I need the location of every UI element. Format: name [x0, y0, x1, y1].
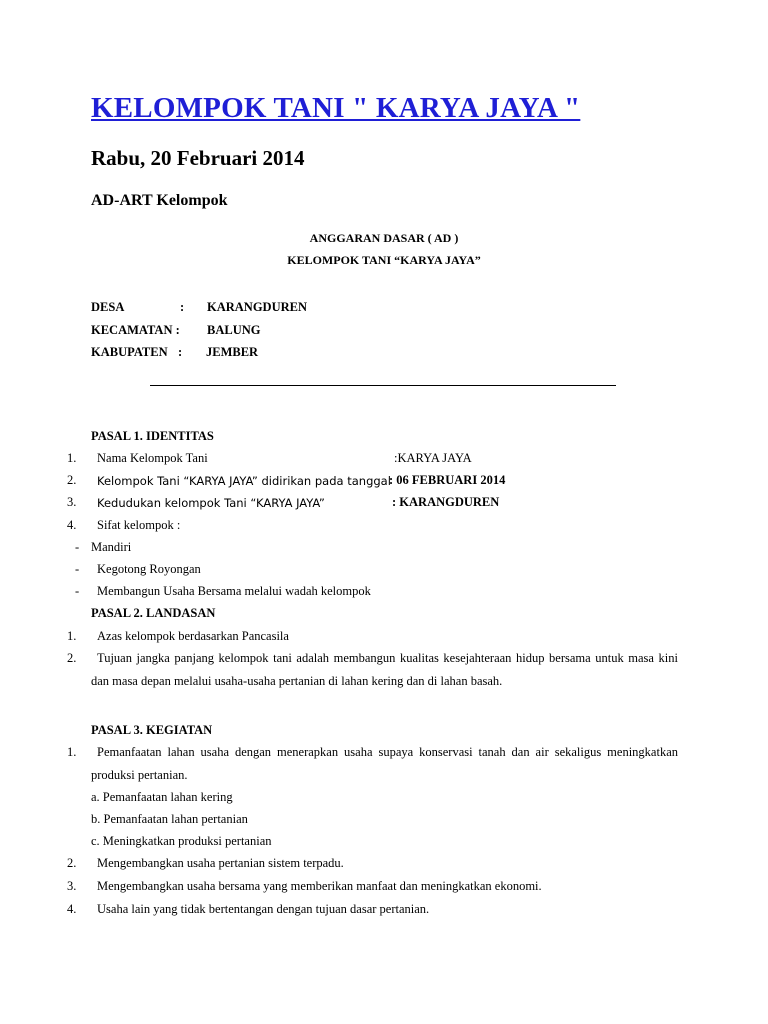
sifat-item-usaha-bersama: Membangun Usaha Bersama melalui wadah kelompok [97, 584, 371, 598]
sifat-bullet-2: - [75, 562, 80, 576]
document-title[interactable]: KELOMPOK TANI " KARYA JAYA " [91, 92, 581, 124]
pasal1-item2-text: Kelompok Tani “KARYA JAYA” didirikan pada tanggal [97, 474, 391, 488]
pasal3-item3-num: 3. [67, 879, 77, 893]
pasal3-item2-text: Mengembangkan usaha pertanian sistem terpadu. [97, 856, 344, 870]
info-value-kabupaten: JEMBER [206, 345, 259, 359]
post-subtitle: AD-ART Kelompok [91, 192, 228, 209]
pasal3-item2-num: 2. [67, 856, 77, 870]
pasal1-item3-text: Kedudukan kelompok Tani “KARYA JAYA” [97, 496, 325, 510]
post-date: Rabu, 20 Februari 2014 [91, 146, 305, 170]
pasal1-item4-num: 4. [67, 518, 77, 532]
pasal3-item4-num: 4. [67, 902, 77, 916]
sifat-bullet-1: - [75, 540, 80, 554]
pasal1-item3-value: : KARANGDUREN [392, 495, 500, 509]
pasal1-item1-text: Nama Kelompok Tani [97, 451, 208, 465]
pasal3-item1-text: Pemanfaatan lahan usaha dengan menerapkan usaha supaya konservasi tanah dan air sekaligus meningkatkan produksi pertanian. [91, 745, 678, 782]
info-sep-kabupaten: : [178, 345, 183, 359]
pasal1-title: PASAL 1. IDENTITAS [91, 429, 214, 443]
info-sep-desa: : [180, 300, 185, 314]
pasal2-item1-text: Azas kelompok berdasarkan Pancasila [97, 629, 289, 643]
pasal3-subitem-a: a. Pemanfaatan lahan kering [91, 790, 233, 804]
info-label-desa: DESA [91, 300, 125, 314]
pasal1-item2-value: : 06 FEBRUARI 2014 [389, 473, 506, 487]
sifat-bullet-3: - [75, 584, 80, 598]
sifat-item-mandiri: Mandiri [91, 540, 132, 554]
pasal3-item1-num: 1. [67, 745, 77, 759]
pasal3-item4-text: Usaha lain yang tidak bertentangan dengan tujuan dasar pertanian. [97, 902, 430, 916]
pasal3-subitem-b: b. Pemanfaatan lahan pertanian [91, 812, 248, 826]
info-label-kabupaten: KABUPATEN [91, 345, 168, 359]
pasal3-title: PASAL 3. KEGIATAN [91, 723, 213, 737]
pasal1-item1-num: 1. [67, 451, 77, 465]
info-value-kecamatan: BALUNG [207, 323, 261, 337]
pasal1-item1-value: :KARYA JAYA [394, 451, 472, 465]
pasal1-item2-num: 2. [67, 473, 77, 487]
info-value-desa: KARANGDUREN [207, 300, 307, 314]
info-label-kecamatan: KECAMATAN : [91, 323, 180, 337]
sifat-item-gotong-royong: Kegotong Royongan [97, 562, 201, 576]
heading-anggaran-dasar: ANGGARAN DASAR ( AD ) [309, 231, 459, 245]
pasal2-title: PASAL 2. LANDASAN [91, 606, 216, 620]
pasal3-subitem-c: c. Meningkatkan produksi pertanian [91, 834, 272, 848]
heading-kelompok-tani: KELOMPOK TANI “KARYA JAYA” [287, 253, 481, 267]
pasal2-item2-text: Tujuan jangka panjang kelompok tani adalah membangun kualitas kesejahteraan hidup bersama untuk masa kini dan masa depan melalui usaha-usaha pertanian di lahan kering dan di lahan basah. [91, 651, 678, 688]
pasal3-item3-text: Mengembangkan usaha bersama yang memberikan manfaat dan meningkatkan ekonomi. [97, 879, 542, 893]
pasal1-item3-num: 3. [67, 495, 77, 509]
pasal2-item2-num: 2. [67, 651, 77, 665]
pasal2-item1-num: 1. [67, 629, 77, 643]
divider-line [150, 385, 616, 386]
pasal1-item4-text: Sifat kelompok : [97, 518, 181, 532]
